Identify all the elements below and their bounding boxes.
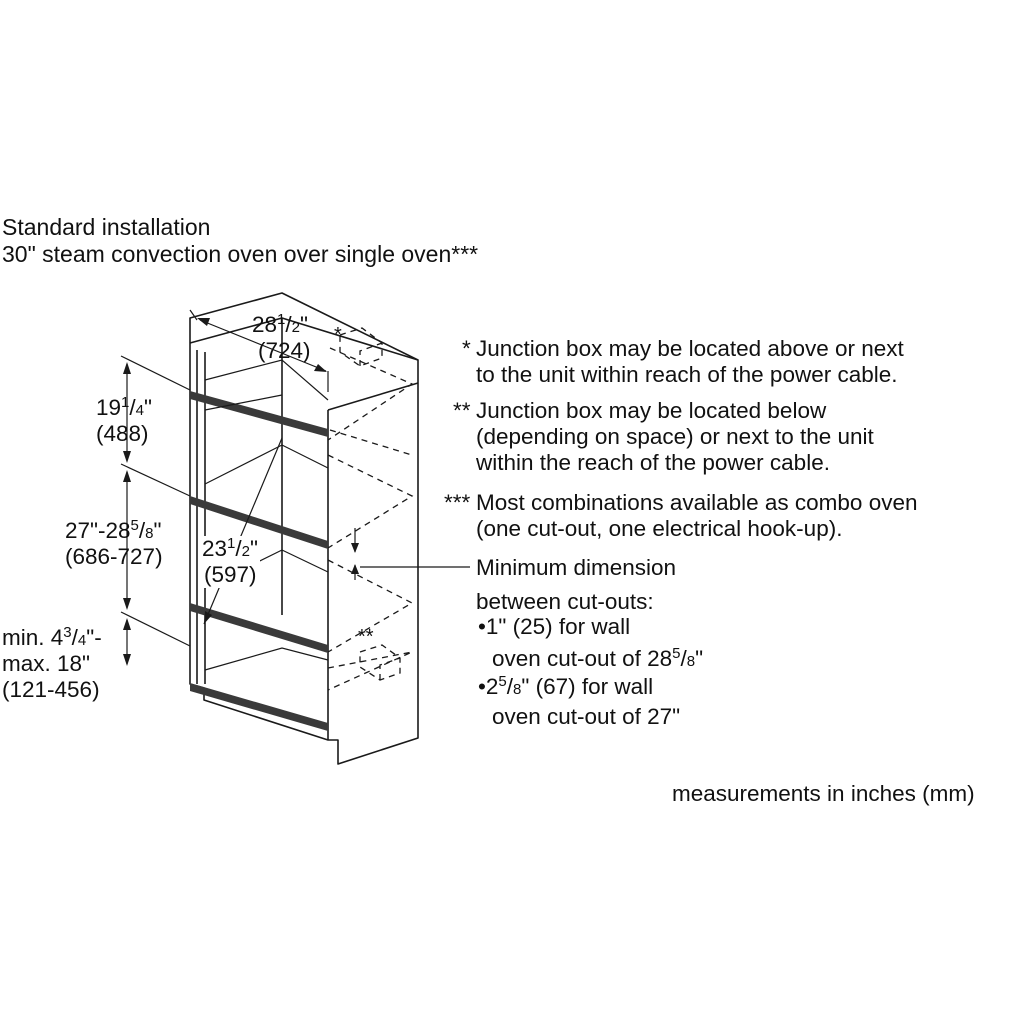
lower-oven-bottom-shelf (190, 683, 328, 731)
note-1-line-2: to the unit within reach of the power cable. (476, 362, 898, 387)
lower-oven-top-shelf (190, 603, 328, 653)
note-3-line-1: Most combinations available as combo oven (476, 490, 918, 515)
min-dimension-heading-2: between cut-outs: (476, 589, 654, 614)
dim-middle-height-mm: (686-727) (65, 544, 163, 569)
note-2-line-1: Junction box may be located below (476, 398, 827, 423)
dim-top-width-mm: (724) (258, 338, 311, 363)
cutout-dashed-outline (328, 348, 412, 440)
min-dimension-bullet-1-line-2: oven cut-out of $28^5/8$" (492, 645, 704, 671)
units-note: measurements in inches (mm) (672, 781, 975, 806)
dim-upper-height-inch: $19^1/4$" (96, 394, 152, 420)
dim-inner-height-inch: $23^1/2$" (202, 535, 258, 561)
upper-oven-top-shelf (190, 391, 328, 437)
junction-marker-top: * (334, 324, 342, 346)
title-line-1: Standard installation (2, 214, 211, 240)
dim-top-width-inch: $28^1/2$" (252, 311, 308, 337)
min-dimension-bullet-2: $•2^5/8$" (67) for wall (478, 673, 654, 699)
junction-marker-bottom: ** (358, 626, 374, 648)
note-3-line-2: (one cut-out, one electrical hook-up). (476, 516, 843, 541)
dim-inner-height-mm: (597) (204, 562, 257, 587)
dim-bottom-height-mm: (121-456) (2, 677, 100, 702)
title-line-2: 30" steam convection oven over single oven*** (2, 241, 479, 267)
dim-upper-height-mm: (488) (96, 421, 149, 446)
note-2-line-2: (depending on space) or next to the unit (476, 424, 874, 449)
dim-middle-height-inch: $27"-28^5/8$" (65, 517, 162, 543)
note-2-line-3: within the reach of the power cable. (476, 450, 830, 475)
dim-bottom-height-line2: max. 18" (2, 651, 91, 676)
min-dimension-bullet-2-line-2: oven cut-out of 27" (492, 704, 681, 729)
dim-bottom-height-line1: min. $4^3/4"-$ (2, 624, 102, 650)
note-1-mark: * (462, 336, 471, 361)
note-2-mark: ** (453, 398, 471, 423)
note-1-line-1: Junction box may be located above or next (476, 336, 904, 361)
note-3-mark: *** (444, 490, 471, 515)
min-dimension-heading-1: Minimum dimension (476, 555, 677, 580)
min-dimension-bullet-1: •1" (25) for wall (478, 614, 631, 639)
